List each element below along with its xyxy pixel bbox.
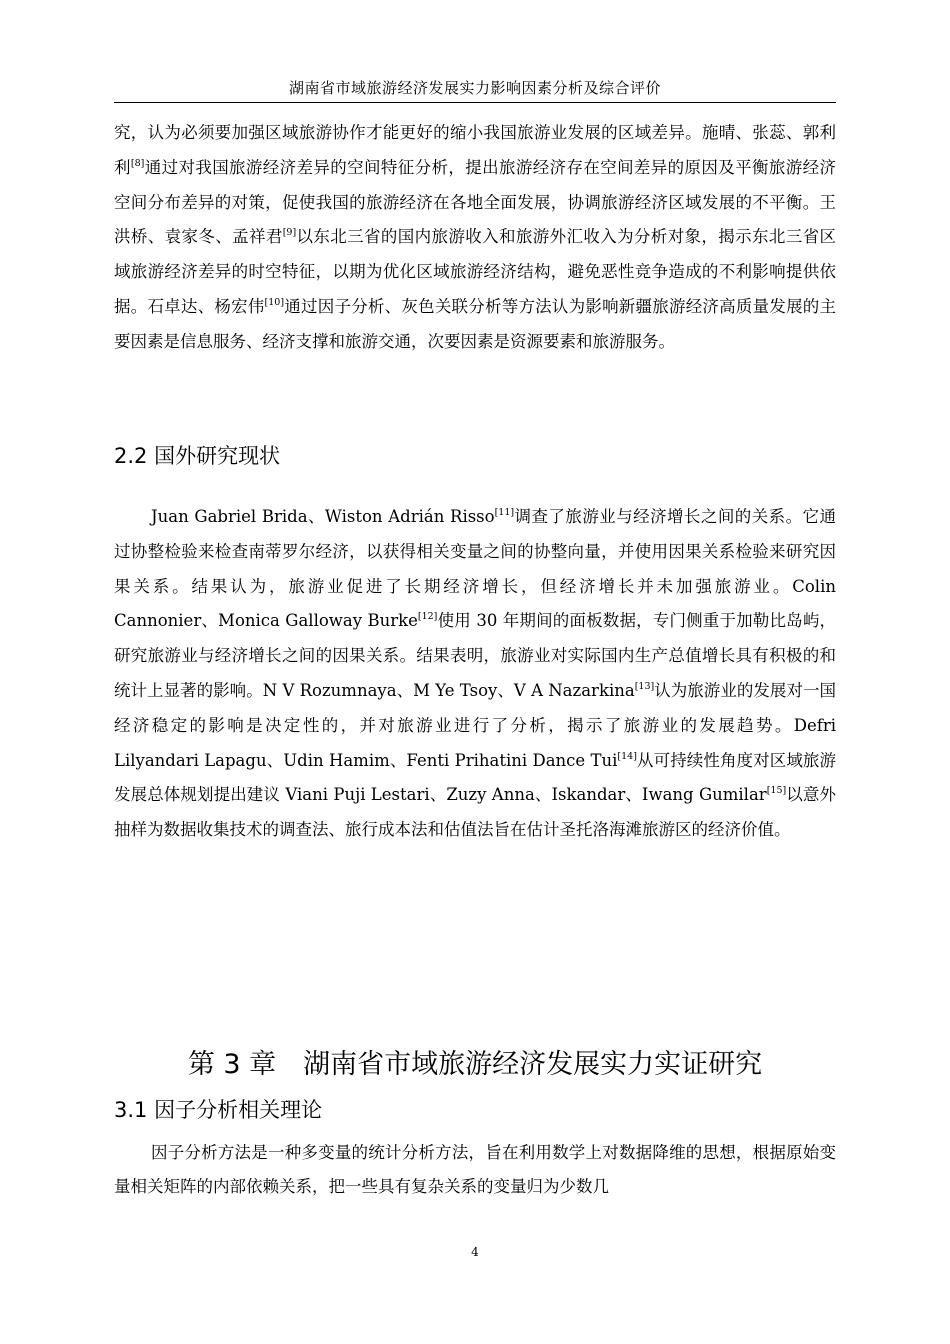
header-rule — [114, 102, 836, 103]
paragraph-domestic-research-continued — [114, 116, 836, 360]
paragraph-factor-analysis: 因子分析方法是一种多变量的统计分析方法，旨在利用数学上对数据降维的思想，根据原始变量相关矩阵的内部依赖关系，把一些具有复杂关系的变量归为少数几 — [114, 1143, 836, 1196]
citation-ref: [9] — [282, 227, 297, 239]
citation-ref: [15] — [766, 785, 787, 797]
paragraph-text: Juan Gabriel Brida、Wiston Adrián Risso — [151, 507, 495, 526]
section-heading-3-1: 3.1 因子分析相关理论 — [114, 1098, 323, 1122]
paragraph-text: 认为旅游业的发展对一国经济稳定的影响是决定性的，并对旅游业进行了分析，揭示了旅游业的发展趋势。Defri Lilyandari Lapagu、Udin Hamim、Fenti Prihatini Dance Tui — [114, 680, 836, 770]
paragraph-text: 通过对我国旅游经济差异的空间特征分析，提出旅游经济存在空间差异的原因及平衡旅游经济空间分布差异的对策，促使我国的旅游经济在各地全面发展，协调旅游经济区域发展的不平衡。王洪桥、袁家冬、孟祥君 — [114, 157, 837, 247]
running-header: 湖南省市域旅游经济发展实力影响因素分析及综合评价 — [288, 79, 661, 97]
paragraph-text: 从可持续性角度对区域旅游发展总体规划提出建议 Viani Puji Lestari、Zuzy Anna、Iskandar、Iwang Gumilar — [114, 750, 836, 805]
paragraph-text: 使用 30 年期间的面板数据，专门侧重于加勒比岛屿，研究旅游业与经济增长之间的因果关系。结果表明，旅游业对实际国内生产总值增长具有积极的和统计上显著的影响。N V Rozumnaya、M Ye Tsoy、V A Nazarkina — [114, 611, 836, 700]
paragraph-text: 以意外抽样为数据收集技术的调查法、旅行成本法和估值法旨在估计圣托洛海滩旅游区的经济价值。 — [114, 785, 837, 840]
citation-ref: [13] — [634, 680, 655, 692]
paragraph-text: 调查了旅游业与经济增长之间的关系。它通过协整检验来检查南蒂罗尔经济，以获得相关变量之间的协整向量，并使用因果关系检验来研究因果关系。结果认为，旅游业促进了长期经济增长，但经济增长并未加强旅游业。Colin Cannonier、Monica Galloway Burke — [114, 507, 836, 631]
paragraph-text: 以东北三省的国内旅游收入和旅游外汇收入为分析对象，揭示东北三省区域旅游经济差异的时空特征，以期为优化区域旅游经济结构，避免恶性竞争造成的不利影响提供依据。石卓达、杨宏伟 — [114, 227, 837, 316]
citation-ref: [11] — [494, 507, 515, 518]
citation-ref: [10] — [264, 296, 285, 308]
chapter-3-title: 第 3 章 湖南省市域旅游经济发展实力实证研究 — [187, 1049, 763, 1080]
page-number: 4 — [471, 1245, 479, 1259]
citation-ref: [12] — [417, 611, 438, 623]
section-heading-2-2: 2.2 国外研究现状 — [114, 444, 281, 468]
citation-ref: [14] — [617, 750, 637, 762]
paragraph-foreign-research — [114, 500, 836, 848]
paragraph-text: 通过因子分析、灰色关联分析等方法认为影响新疆旅游经济高质量发展的主要因素是信息服务、经济支撑和旅游交通，次要因素是资源要素和旅游服务。 — [114, 296, 837, 351]
citation-ref: [8] — [130, 157, 145, 169]
paragraph-text: 究，认为必须要加强区域旅游协作才能更好的缩小我国旅游业发展的区域差异。施晴、张蕊、郭利利 — [114, 123, 836, 177]
